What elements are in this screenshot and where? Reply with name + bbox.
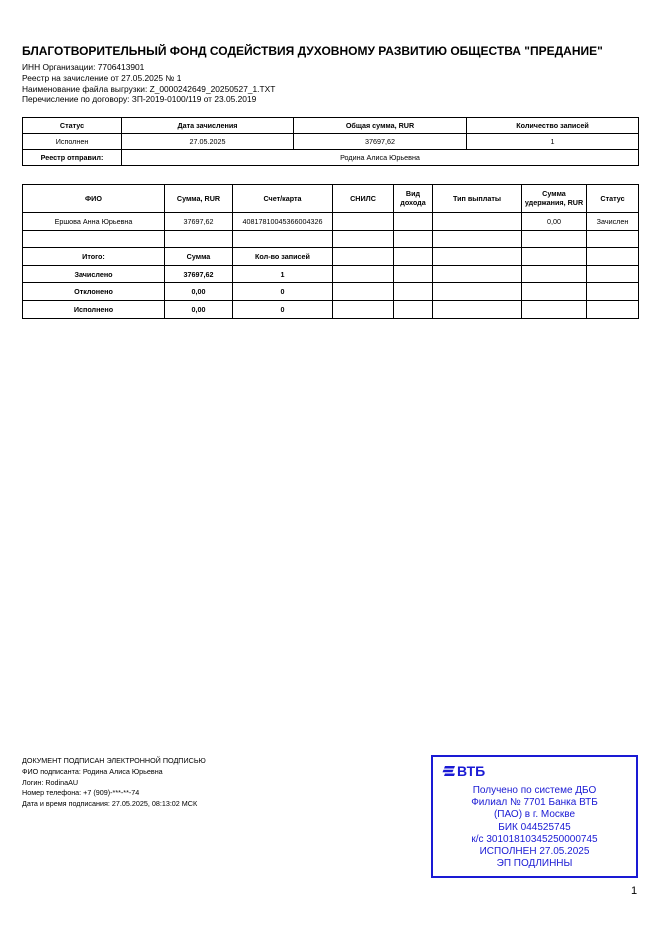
row-sum: 37697,62 (165, 213, 233, 231)
details-header-row (23, 185, 639, 213)
totals-count: 1 (233, 265, 333, 283)
totals-row-rejected (23, 283, 639, 301)
summary-header-date: Дата зачисления (122, 118, 294, 134)
bank-stamp (431, 755, 638, 878)
summary-count: 1 (467, 134, 639, 150)
row-income-type (394, 213, 433, 231)
contract-line: Перечисление по договору: ЗП-2019-0100/119 от 23.05.2019 (22, 94, 257, 105)
totals-sum: 37697,62 (165, 265, 233, 283)
summary-values-row (23, 134, 639, 150)
vtb-logo-text: ВТБ (457, 763, 486, 779)
totals-sum: 0,00 (165, 300, 233, 318)
stamp-line: к/с 30101810345250000745 (471, 833, 598, 845)
totals-label: Отклонено (23, 283, 165, 301)
totals-label: Исполнено (23, 300, 165, 318)
header-fio: ФИО (23, 185, 165, 213)
table-row (23, 213, 639, 231)
page-number: 1 (631, 885, 638, 897)
document-meta (22, 62, 275, 105)
signer-login: Логин: RodinaAU (22, 777, 79, 787)
header-account: Счет/карта (233, 185, 333, 213)
signature-title: ДОКУМЕНТ ПОДПИСАН ЭЛЕКТРОННОЙ ПОДПИСЬЮ (22, 756, 206, 765)
empty-row (23, 230, 639, 248)
row-payment-type (433, 213, 522, 231)
totals-header-sum: Сумма (165, 248, 233, 266)
summary-date: 27.05.2025 (122, 134, 294, 150)
inn-line: ИНН Организации: 7706413901 (22, 62, 145, 72)
totals-row-executed (23, 300, 639, 318)
document-title: БЛАГОТВОРИТЕЛЬНЫЙ ФОНД СОДЕЙСТВИЯ ДУХОВНОМУ РАЗВИТИЮ ОБЩЕСТВА "ПРЕДАНИЕ" (22, 44, 603, 58)
totals-header-row (23, 248, 639, 266)
stamp-line: (ПАО) в г. Москве (493, 809, 576, 821)
header-withholding: Сумма удержания, RUR (522, 185, 587, 213)
summary-sender-row (23, 150, 639, 166)
header-income-type: Вид дохода (394, 185, 433, 213)
totals-label: Зачислено (23, 265, 165, 283)
signature-block (22, 756, 206, 810)
filename-line: Наименование файла выгрузки: Z_0000242649_20250527_1.TXT (22, 83, 276, 94)
registry-line: Реестр на зачисление от 27.05.2025 № 1 (22, 72, 182, 83)
totals-count: 0 (233, 300, 333, 318)
header-status: Статус (587, 185, 639, 213)
vtb-logo (442, 763, 485, 779)
sender-value: Родина Алиса Юрьевна (122, 150, 639, 166)
summary-header-status: Статус (23, 118, 122, 134)
stamp-line: ИСПОЛНЕН 27.05.2025 (479, 846, 590, 858)
row-account: 40817810045366004326 (233, 213, 333, 231)
summary-header-row (23, 118, 639, 134)
signer-phone: Номер телефона: +7 (909)-***-**-74 (22, 788, 140, 798)
totals-row-credited (23, 265, 639, 283)
stamp-text (433, 785, 636, 870)
stamp-line: ЭП ПОДЛИННЫ (496, 858, 573, 870)
stamp-line: Получено по системе ДБО (472, 785, 597, 796)
signature-datetime: Дата и время подписания: 27.05.2025, 08:13:02 МСК (22, 799, 198, 809)
stamp-line: БИК 044525745 (498, 821, 571, 833)
summary-table (22, 117, 639, 166)
totals-count: 0 (233, 283, 333, 301)
sender-label: Реестр отправил: (23, 150, 122, 166)
stamp-line: Филиал № 7701 Банка ВТБ (471, 797, 598, 809)
signer-name: ФИО подписанта: Родина Алиса Юрьевна (22, 766, 163, 776)
totals-header-label: Итого: (23, 248, 165, 266)
summary-header-count: Количество записей (467, 118, 639, 134)
header-payment-type: Тип выплаты (433, 185, 522, 213)
row-fio: Ершова Анна Юрьевна (23, 213, 165, 231)
details-table (22, 184, 639, 319)
summary-header-total: Общая сумма, RUR (294, 118, 467, 134)
row-snils (333, 213, 394, 231)
totals-sum: 0,00 (165, 283, 233, 301)
header-snils: СНИЛС (333, 185, 394, 213)
summary-status: Исполнен (23, 134, 122, 150)
header-sum: Сумма, RUR (165, 185, 233, 213)
totals-header-count: Кол-во записей (233, 248, 333, 266)
summary-total: 37697,62 (294, 134, 467, 150)
row-status: Зачислен (587, 213, 639, 231)
vtb-stripes-icon (442, 765, 455, 777)
row-withholding: 0,00 (522, 213, 587, 231)
